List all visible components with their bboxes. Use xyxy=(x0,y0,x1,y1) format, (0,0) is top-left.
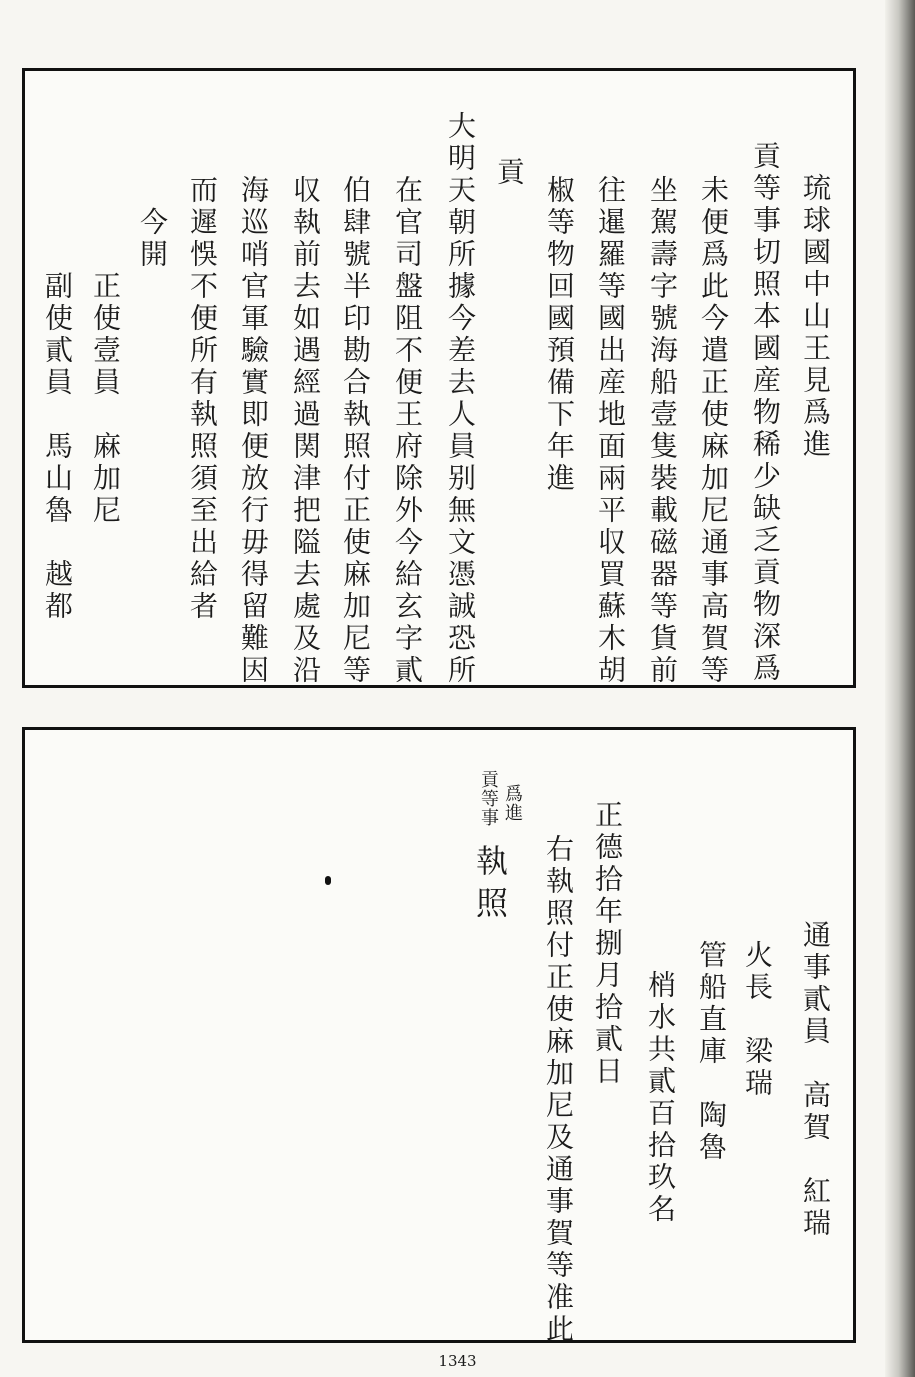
text-column: 海巡哨官軍驗實即便放行毋得留難因 xyxy=(237,175,270,687)
text-column: 椒等物回國預備下年進 xyxy=(543,175,576,495)
text-column: 梢水共貳百拾玖名 xyxy=(644,970,677,1226)
page-number: 1343 xyxy=(438,1352,477,1370)
lower-document-panel xyxy=(22,727,856,1346)
text-column: 琉球國中山王見爲進 xyxy=(799,173,832,461)
side-note: 貢等事 xyxy=(478,770,499,827)
text-column: 通事貳員 高賀 紅瑞 xyxy=(799,920,832,1240)
text-column: 坐駕壽字號海船壹隻裝載磁器等貨前 xyxy=(646,175,679,687)
side-note: 爲進 xyxy=(502,784,523,822)
text-column: 往暹羅等國出産地面兩平収買蘇木胡 xyxy=(594,175,627,687)
document-title: 執照 xyxy=(471,844,509,928)
text-column: 伯肆號半印勘合執照付正使麻加尼等 xyxy=(339,175,372,687)
text-column: 貢 xyxy=(493,157,526,189)
ink-dot xyxy=(325,876,331,885)
text-column: 貢等事切照本國産物稀少缺乏貢物深爲 xyxy=(749,141,782,685)
text-column: 未便爲此今遣正使麻加尼通事高賀等 xyxy=(697,175,730,687)
text-column: 右執照付正使麻加尼及通事賀等准此 xyxy=(542,834,575,1346)
text-column: 在官司盤阻不便王府除外今給玄字貳 xyxy=(391,175,424,687)
book-spine-shadow xyxy=(885,0,915,1377)
text-column: 今開 xyxy=(136,207,169,271)
text-column: 正使壹員 麻加尼 xyxy=(89,271,122,527)
text-column: 而遲悞不便所有執照須至出給者 xyxy=(186,175,219,623)
text-column: 管船直庫 陶魯 xyxy=(695,940,728,1164)
upper-document-panel xyxy=(22,68,856,688)
text-column: 火長 梁瑞 xyxy=(741,940,774,1100)
text-column: 大明天朝所據今差去人員别無文憑誠恐所 xyxy=(444,111,477,687)
text-column: 副使貳員 馬山魯 越都 xyxy=(41,271,74,623)
text-column: 収執前去如遇經過関津把隘去處及沿 xyxy=(289,175,322,687)
text-column: 正德拾年捌月拾貳日 xyxy=(591,800,624,1088)
